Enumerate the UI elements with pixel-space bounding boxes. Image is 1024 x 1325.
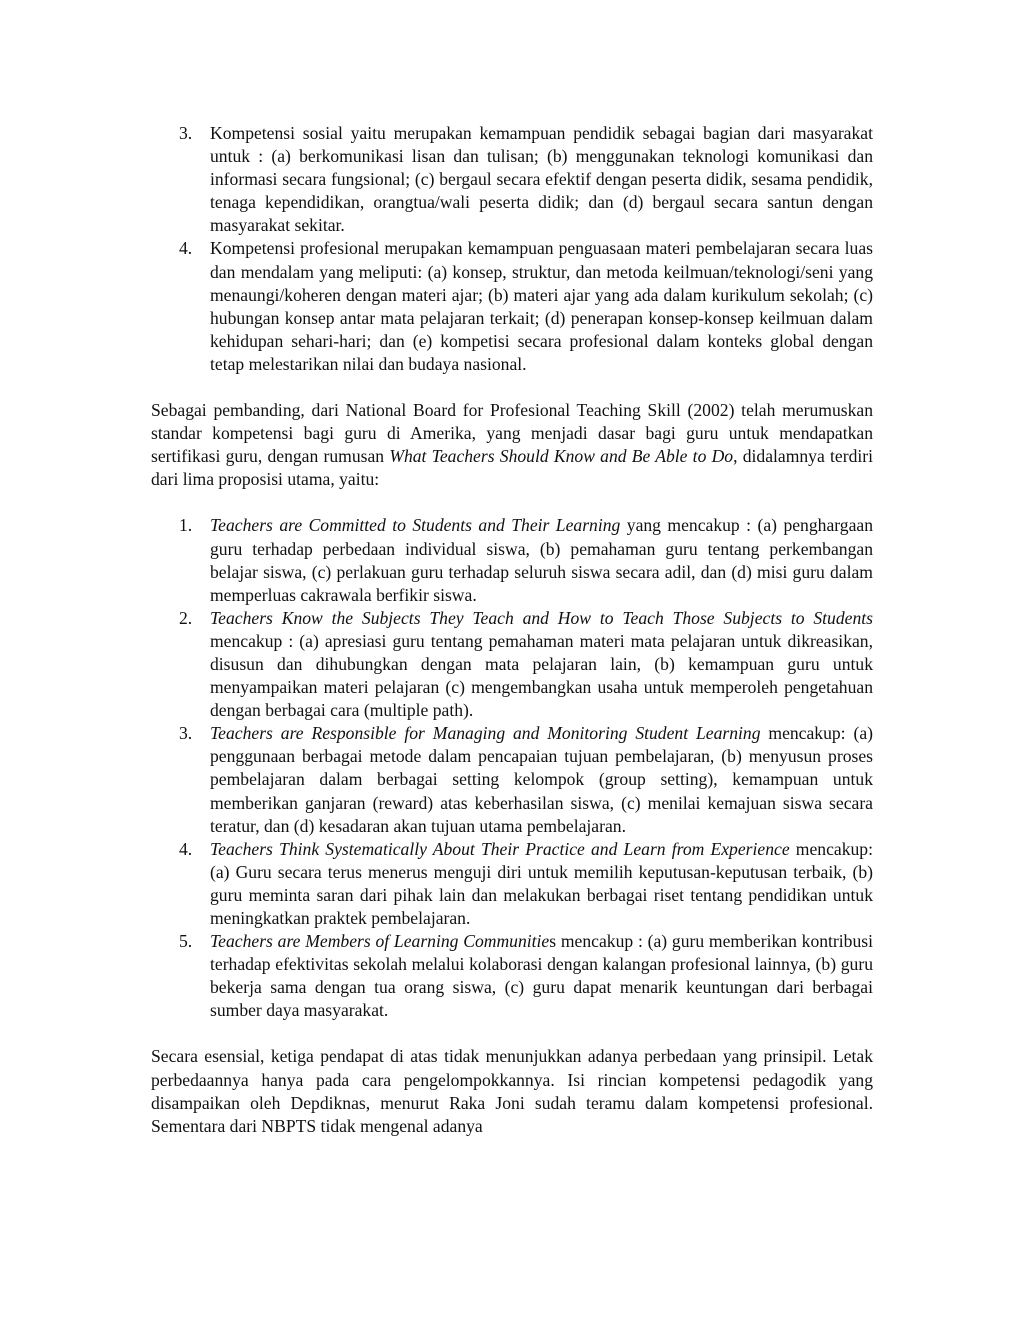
list-number: 3. (179, 723, 193, 744)
list-item-text: mencakup: (a) penggunaan berbagai metode dalam pencapaian tujuan pembelajaran, (b) menyusun proses pembelajaran dalam berbagai setting kelompok (group setting), kemampuan untuk memberikan ganjaran (reward) atas keberhasilan siswa, (c) menilai kemajuan siswa secara teratur, dan (d) kesadaran akan tujuan utama pembelajaran. (210, 723, 873, 836)
list-number: 5. (179, 931, 193, 952)
list-item-text: yang mencakup : (a) penghargaan guru terhadap perbedaan individual siswa, (b) pemahaman guru tentang perkembangan belajar siswa, (c) perlakuan guru terhadap seluruh siswa secara adil, dan (d) misi guru dalam memperluas cakrawala berfikir siswa. (210, 515, 874, 605)
list-item (151, 514, 873, 606)
paragraph-spacer (151, 1022, 873, 1045)
list-number: 1. (179, 515, 193, 536)
document-page (151, 122, 873, 1138)
list-item-text: s mencakup : (a) guru memberikan kontribusi terhadap efektivitas sekolah melalui kolaborasi dengan kalangan profesional lainnya, (b) guru bekerja sama dengan tua orang siswa, (c) guru dapat menarik keuntungan dari berbagai sumber daya masyarakat. (210, 931, 873, 1021)
italic-title: What Teachers Should Know and Be Able to Do (389, 446, 734, 467)
list-item (151, 930, 873, 1022)
list-number: 4. (179, 838, 193, 859)
competency-list (151, 122, 873, 376)
list-item (151, 122, 873, 237)
proposition-title: Teachers are Members of Learning Communitie (210, 931, 550, 952)
paragraph-text: Sebagai pembanding, dari National Board for Profesional Teaching Skill (2002) telah merumuskan standar kompetensi bagi guru di Amerika, yang menjadi dasar bagi guru untuk mendapatkan sertifikasi guru, dengan rumusan (151, 400, 873, 467)
list-number: 4. (179, 238, 193, 259)
proposition-title: Teachers are Committed to Students and Their Learning (210, 515, 621, 536)
list-number: 3. (179, 123, 193, 143)
list-item-text: mencakup: (a) Guru secara terus menerus menguji diri untuk memilih keputusan-keputusan terbaik, (b) guru meminta saran dari pihak lain dan melakukan berbagai riset tentang pendidikan untuk meningkatkan praktek pembelajaran. (210, 838, 873, 928)
paragraph-spacer (151, 491, 873, 514)
proposition-list (151, 514, 873, 1022)
list-item-text: Kompetensi profesional merupakan kemampuan penguasaan materi pembelajaran secara luas dan mendalam yang meliputi: (a) konsep, struktur, dan metoda keilmuan/teknologi/seni yang menaungi/koheren dengan materi ajar; (b) materi ajar yang ada dalam kurikulum sekolah; (c) hubungan konsep antar mata pelajaran terkait; (d) penerapan konsep-konsep keilmuan dalam kehidupan sehari-hari; dan (e) kompetisi secara profesional dalam konteks global dengan tetap melestarikan nilai dan budaya nasional. (210, 238, 873, 374)
list-number: 2. (179, 607, 193, 628)
proposition-title: Teachers Think Systematically About Their Practice and Learn from Experience (210, 838, 790, 859)
list-item (151, 722, 873, 837)
nbpts-intro-paragraph (151, 399, 873, 491)
conclusion-paragraph: Secara esensial, ketiga pendapat di atas tidak menunjukkan adanya perbedaan yang prinsipil. Letak perbedaannya hanya pada cara pengelompokkannya. Isi rincian kompetensi pedagodik yang disampaikan oleh Depdiknas, menurut Raka Joni sudah teramu dalam kompetensi profesional. Sementara dari NBPTS tidak mengenal adanya (151, 1046, 873, 1136)
proposition-title: Teachers Know the Subjects They Teach and How to Teach Those Subjects to Students (210, 607, 873, 628)
paragraph-text: , didalamnya terdiri dari lima proposisi utama, yaitu: (151, 446, 873, 490)
list-item (151, 838, 873, 930)
list-item (151, 607, 873, 722)
paragraph-spacer (151, 376, 873, 399)
list-item (151, 237, 873, 376)
list-item-text: mencakup : (a) apresiasi guru tentang pemahaman materi mata pelajaran untuk dikreasikan, disusun dan dihubungkan dengan mata pelajaran lain, (b) kemampuan guru untuk menyampaikan materi pelajaran (c) mengembangkan usaha untuk memperoleh pengetahuan dengan berbagai cara (multiple path). (210, 630, 873, 721)
proposition-title: Teachers are Responsible for Managing and Monitoring Student Learning (210, 723, 761, 744)
list-item-text: Kompetensi sosial yaitu merupakan kemampuan pendidik sebagai bagian dari masyarakat untuk : (a) berkomunikasi lisan dan tulisan; (b) menggunakan teknologi komunikasi dan informasi secara fungsional; (c) bergaul secara efektif dengan peserta didik, sesama pendidik, tenaga kependidikan, orangtua/wali peserta didik; dan (d) bergaul secara santun dengan masyarakat sekitar. (210, 123, 873, 236)
